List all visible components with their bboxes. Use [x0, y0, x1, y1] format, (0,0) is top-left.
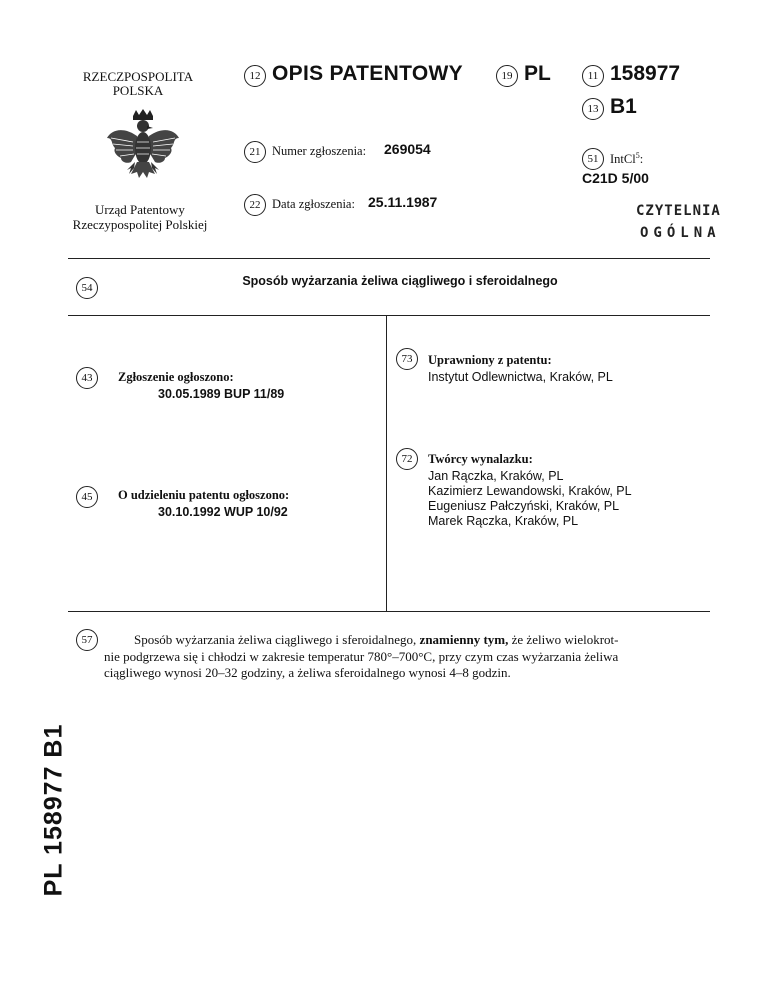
- stamp-line2: OGÓLNA: [640, 225, 721, 241]
- abstract-line1-rest: że żeliwo wielokrot-: [511, 632, 619, 647]
- country-code: PL: [524, 62, 551, 85]
- code-12: 12: [244, 65, 266, 87]
- country-line1: RZECZPOSPOLITA: [82, 69, 194, 84]
- side-label: PL 158977 B1: [39, 723, 68, 897]
- rule-bottom: [68, 611, 710, 612]
- code-13: 13: [582, 98, 604, 120]
- code-73: 73: [396, 348, 418, 370]
- document-type: OPIS PATENTOWY: [272, 62, 463, 85]
- inventors-list: [428, 469, 632, 529]
- patent-number: 158977: [610, 62, 681, 85]
- code-11: 11: [582, 65, 604, 87]
- classification-superscript: 5: [635, 151, 640, 160]
- code-43: 43: [76, 367, 98, 389]
- code-57: 57: [76, 629, 98, 651]
- filing-date-value: 25.11.1987: [368, 194, 438, 210]
- inventor-item: Jan Rączka, Kraków, PL: [428, 469, 564, 483]
- code-45: 45: [76, 486, 98, 508]
- code-19: 19: [496, 65, 518, 87]
- country-name: [58, 70, 218, 98]
- code-21: 21: [244, 141, 266, 163]
- stamp-line1: CZYTELNIA: [636, 203, 721, 219]
- eagle-emblem-icon: [103, 108, 183, 190]
- classification-value: C21D 5/00: [582, 170, 649, 186]
- application-number-value: 269054: [384, 141, 431, 157]
- code-72: 72: [396, 448, 418, 470]
- classification-label: [610, 151, 643, 167]
- column-divider: [386, 315, 387, 611]
- patent-title: Sposób wyżarzania żeliwa ciągliwego i sferoidalnego: [242, 274, 558, 288]
- rule-middle: [68, 315, 710, 316]
- published-application-value: 30.05.1989 BUP 11/89: [158, 387, 285, 401]
- abstract-text: [104, 632, 694, 682]
- code-22: 22: [244, 194, 266, 216]
- abstract-emphasis: znamienny tym,: [419, 632, 509, 647]
- inventor-item: Kazimierz Lewandowski, Kraków, PL: [428, 484, 632, 498]
- proprietor-value: Instytut Odlewnictwa, Kraków, PL: [428, 370, 613, 384]
- abstract-line-3: ciągliwego wynosi 20–32 godziny, a żeliwa sferoidalnego wynosi 4–8 godzin.: [104, 665, 511, 680]
- patent-office: [40, 202, 240, 232]
- published-application-label: Zgłoszenie ogłoszono:: [118, 370, 234, 384]
- office-line2: Rzeczypospolitej Polskiej: [72, 217, 208, 232]
- classification-suffix: :: [639, 152, 644, 167]
- abstract-line-1: [104, 632, 694, 649]
- abstract-intro: Sposób wyżarzania żeliwa ciągliwego i sferoidalnego,: [134, 632, 417, 647]
- country-line2: POLSKA: [112, 83, 164, 98]
- classification-label-text: IntCl: [610, 152, 636, 167]
- proprietor-label: Uprawniony z patentu:: [428, 353, 552, 367]
- kind-code: B1: [610, 95, 637, 118]
- code-54: 54: [76, 277, 98, 299]
- inventor-item: Marek Rączka, Kraków, PL: [428, 514, 579, 528]
- filing-date-label: Data zgłoszenia:: [272, 197, 355, 211]
- rule-top: [68, 258, 710, 259]
- grant-published-value: 30.10.1992 WUP 10/92: [158, 505, 288, 519]
- inventors-label: Twórcy wynalazku:: [428, 452, 533, 466]
- inventor-item: Eugeniusz Pałczyński, Kraków, PL: [428, 499, 620, 513]
- application-number-label: Numer zgłoszenia:: [272, 144, 367, 158]
- office-line1: Urząd Patentowy: [95, 202, 185, 217]
- library-stamp: [636, 200, 721, 244]
- grant-published-label: O udzieleniu patentu ogłoszono:: [118, 488, 290, 502]
- code-51: 51: [582, 148, 604, 170]
- abstract-line-2: nie podgrzewa się i chłodzi w zakresie temperatur 780°–700°C, przy czym czas wyżarzania żeliwa: [104, 648, 619, 664]
